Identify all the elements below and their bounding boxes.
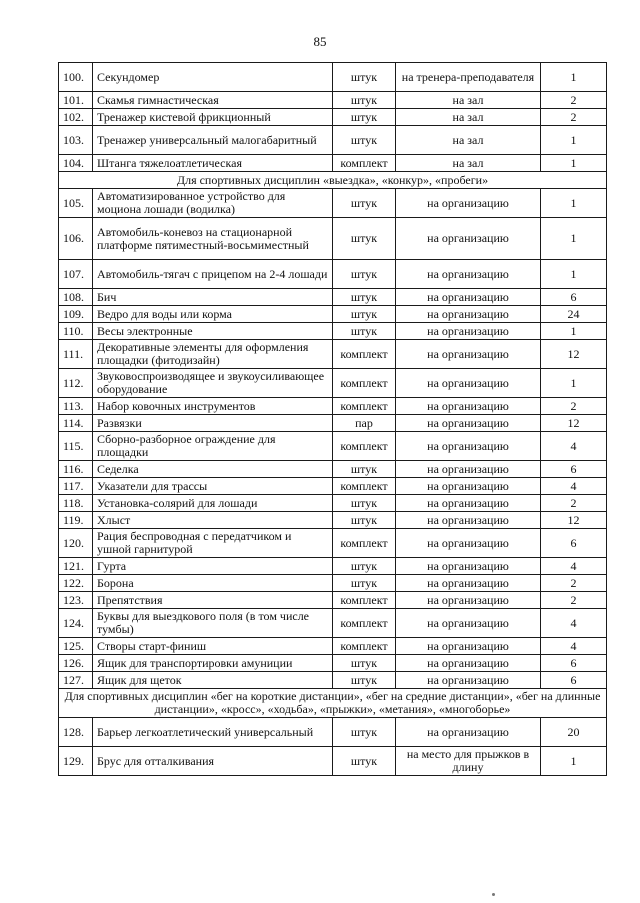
table-row: [59, 609, 607, 638]
row-number: 105.: [59, 189, 93, 218]
quantity: 2: [541, 109, 607, 126]
item-name: Буквы для выездкового поля (в том числе тумбы): [93, 609, 333, 638]
allocation: на организацию: [396, 672, 541, 689]
unit-of-measure: штук: [333, 92, 396, 109]
row-number: 107.: [59, 260, 93, 289]
item-name: Рация беспроводная с передатчиком и ушной гарнитурой: [93, 529, 333, 558]
row-number: 121.: [59, 558, 93, 575]
allocation: на организацию: [396, 306, 541, 323]
quantity: 6: [541, 289, 607, 306]
quantity: 2: [541, 398, 607, 415]
allocation: на организацию: [396, 718, 541, 747]
item-name: Развязки: [93, 415, 333, 432]
table-row: [59, 495, 607, 512]
allocation: на зал: [396, 126, 541, 155]
row-number: 119.: [59, 512, 93, 529]
allocation: на организацию: [396, 655, 541, 672]
table-row: [59, 478, 607, 495]
item-name: Декоративные элементы для оформления площадки (фитодизайн): [93, 340, 333, 369]
allocation: на организацию: [396, 323, 541, 340]
unit-of-measure: штук: [333, 558, 396, 575]
allocation: на организацию: [396, 558, 541, 575]
table-row: [59, 461, 607, 478]
unit-of-measure: штук: [333, 109, 396, 126]
row-number: 125.: [59, 638, 93, 655]
allocation: на место для прыжков в длину: [396, 747, 541, 776]
item-name: Автомобиль-коневоз на стационарной платформе пятиместный-восьмиместный: [93, 218, 333, 260]
quantity: 1: [541, 323, 607, 340]
unit-of-measure: штук: [333, 655, 396, 672]
quantity: 2: [541, 495, 607, 512]
table-row: [59, 718, 607, 747]
section-title: Для спортивных дисциплин «выездка», «конкур», «пробеги»: [59, 172, 607, 189]
equipment-table-body: [59, 63, 607, 776]
quantity: 1: [541, 155, 607, 172]
row-number: 126.: [59, 655, 93, 672]
allocation: на зал: [396, 109, 541, 126]
row-number: 101.: [59, 92, 93, 109]
unit-of-measure: штук: [333, 323, 396, 340]
item-name: Брус для отталкивания: [93, 747, 333, 776]
quantity: 1: [541, 369, 607, 398]
row-number: 122.: [59, 575, 93, 592]
table-row: [59, 63, 607, 92]
unit-of-measure: комплект: [333, 478, 396, 495]
table-row: [59, 432, 607, 461]
row-number: 102.: [59, 109, 93, 126]
item-name: Борона: [93, 575, 333, 592]
unit-of-measure: штук: [333, 260, 396, 289]
allocation: на организацию: [396, 638, 541, 655]
item-name: Весы электронные: [93, 323, 333, 340]
table-row: [59, 529, 607, 558]
item-name: Автомобиль-тягач с прицепом на 2-4 лошади: [93, 260, 333, 289]
item-name: Тренажер универсальный малогабаритный: [93, 126, 333, 155]
row-number: 100.: [59, 63, 93, 92]
allocation: на организацию: [396, 369, 541, 398]
unit-of-measure: штук: [333, 189, 396, 218]
quantity: 6: [541, 655, 607, 672]
item-name: Секундомер: [93, 63, 333, 92]
item-name: Барьер легкоатлетический универсальный: [93, 718, 333, 747]
allocation: на организацию: [396, 609, 541, 638]
row-number: 115.: [59, 432, 93, 461]
allocation: на организацию: [396, 218, 541, 260]
table-row: [59, 218, 607, 260]
item-name: Створы старт-финиш: [93, 638, 333, 655]
page-number: 85: [313, 34, 327, 49]
row-number: 112.: [59, 369, 93, 398]
row-number: 106.: [59, 218, 93, 260]
unit-of-measure: штук: [333, 575, 396, 592]
quantity: 2: [541, 92, 607, 109]
quantity: 1: [541, 747, 607, 776]
table-row: [59, 189, 607, 218]
unit-of-measure: комплект: [333, 398, 396, 415]
unit-of-measure: комплект: [333, 432, 396, 461]
allocation: на тренера-преподавателя: [396, 63, 541, 92]
unit-of-measure: штук: [333, 512, 396, 529]
item-name: Ящик для транспортировки амуниции: [93, 655, 333, 672]
quantity: 2: [541, 575, 607, 592]
quantity: 4: [541, 432, 607, 461]
quantity: 24: [541, 306, 607, 323]
section-header-row: [59, 689, 607, 718]
unit-of-measure: штук: [333, 289, 396, 306]
quantity: 4: [541, 478, 607, 495]
row-number: 103.: [59, 126, 93, 155]
quantity: 1: [541, 260, 607, 289]
allocation: на организацию: [396, 512, 541, 529]
unit-of-measure: штук: [333, 461, 396, 478]
table-row: [59, 306, 607, 323]
table-row: [59, 638, 607, 655]
item-name: Штанга тяжелоатлетическая: [93, 155, 333, 172]
section-title: Для спортивных дисциплин «бег на короткие дистанции», «бег на средние дистанции», «бег на длинные дистанции», «кросс», «ходьба», «прыжки», «метания», «многоборье»: [59, 689, 607, 718]
section-header-row: [59, 172, 607, 189]
quantity: 6: [541, 672, 607, 689]
row-number: 110.: [59, 323, 93, 340]
unit-of-measure: штук: [333, 218, 396, 260]
table-row: [59, 558, 607, 575]
item-name: Установка-солярий для лошади: [93, 495, 333, 512]
unit-of-measure: комплект: [333, 609, 396, 638]
item-name: Гурта: [93, 558, 333, 575]
item-name: Тренажер кистевой фрикционный: [93, 109, 333, 126]
item-name: Автоматизированное устройство для моциона лошади (водилка): [93, 189, 333, 218]
allocation: на организацию: [396, 189, 541, 218]
quantity: 1: [541, 63, 607, 92]
table-row: [59, 92, 607, 109]
row-number: 124.: [59, 609, 93, 638]
table-row: [59, 415, 607, 432]
allocation: на организацию: [396, 432, 541, 461]
table-row: [59, 655, 607, 672]
allocation: на зал: [396, 155, 541, 172]
quantity: 1: [541, 126, 607, 155]
quantity: 12: [541, 512, 607, 529]
unit-of-measure: штук: [333, 63, 396, 92]
allocation: на организацию: [396, 415, 541, 432]
quantity: 1: [541, 218, 607, 260]
quantity: 6: [541, 529, 607, 558]
unit-of-measure: комплект: [333, 340, 396, 369]
row-number: 129.: [59, 747, 93, 776]
quantity: 4: [541, 558, 607, 575]
table-row: [59, 126, 607, 155]
table-row: [59, 592, 607, 609]
table-row: [59, 109, 607, 126]
scan-speck: [492, 893, 495, 896]
table-row: [59, 672, 607, 689]
item-name: Ящик для щеток: [93, 672, 333, 689]
item-name: Сборно-разборное ограждение для площадки: [93, 432, 333, 461]
quantity: 6: [541, 461, 607, 478]
equipment-table: [58, 62, 607, 776]
item-name: Набор ковочных инструментов: [93, 398, 333, 415]
item-name: Бич: [93, 289, 333, 306]
allocation: на организацию: [396, 478, 541, 495]
quantity: 20: [541, 718, 607, 747]
unit-of-measure: штук: [333, 672, 396, 689]
item-name: Седелка: [93, 461, 333, 478]
unit-of-measure: комплект: [333, 529, 396, 558]
row-number: 114.: [59, 415, 93, 432]
quantity: 1: [541, 189, 607, 218]
item-name: Хлыст: [93, 512, 333, 529]
unit-of-measure: пар: [333, 415, 396, 432]
unit-of-measure: штук: [333, 126, 396, 155]
unit-of-measure: комплект: [333, 592, 396, 609]
row-number: 117.: [59, 478, 93, 495]
row-number: 127.: [59, 672, 93, 689]
allocation: на организацию: [396, 592, 541, 609]
row-number: 113.: [59, 398, 93, 415]
allocation: на организацию: [396, 495, 541, 512]
unit-of-measure: комплект: [333, 638, 396, 655]
table-row: [59, 260, 607, 289]
allocation: на организацию: [396, 398, 541, 415]
unit-of-measure: штук: [333, 747, 396, 776]
row-number: 123.: [59, 592, 93, 609]
allocation: на организацию: [396, 289, 541, 306]
item-name: Звуковоспроизводящее и звукоусиливающее оборудование: [93, 369, 333, 398]
allocation: на организацию: [396, 575, 541, 592]
allocation: на организацию: [396, 529, 541, 558]
table-row: [59, 340, 607, 369]
table-row: [59, 398, 607, 415]
row-number: 104.: [59, 155, 93, 172]
row-number: 120.: [59, 529, 93, 558]
table-row: [59, 747, 607, 776]
item-name: Препятствия: [93, 592, 333, 609]
allocation: на зал: [396, 92, 541, 109]
quantity: 12: [541, 340, 607, 369]
table-row: [59, 575, 607, 592]
table-row: [59, 289, 607, 306]
item-name: Ведро для воды или корма: [93, 306, 333, 323]
row-number: 116.: [59, 461, 93, 478]
row-number: 118.: [59, 495, 93, 512]
allocation: на организацию: [396, 260, 541, 289]
unit-of-measure: комплект: [333, 369, 396, 398]
row-number: 128.: [59, 718, 93, 747]
table-row: [59, 369, 607, 398]
unit-of-measure: штук: [333, 718, 396, 747]
item-name: Скамья гимнастическая: [93, 92, 333, 109]
table-row: [59, 512, 607, 529]
row-number: 108.: [59, 289, 93, 306]
quantity: 2: [541, 592, 607, 609]
quantity: 4: [541, 638, 607, 655]
unit-of-measure: штук: [333, 306, 396, 323]
quantity: 12: [541, 415, 607, 432]
unit-of-measure: комплект: [333, 155, 396, 172]
table-row: [59, 155, 607, 172]
row-number: 111.: [59, 340, 93, 369]
allocation: на организацию: [396, 461, 541, 478]
allocation: на организацию: [396, 340, 541, 369]
unit-of-measure: штук: [333, 495, 396, 512]
item-name: Указатели для трассы: [93, 478, 333, 495]
row-number: 109.: [59, 306, 93, 323]
quantity: 4: [541, 609, 607, 638]
table-row: [59, 323, 607, 340]
